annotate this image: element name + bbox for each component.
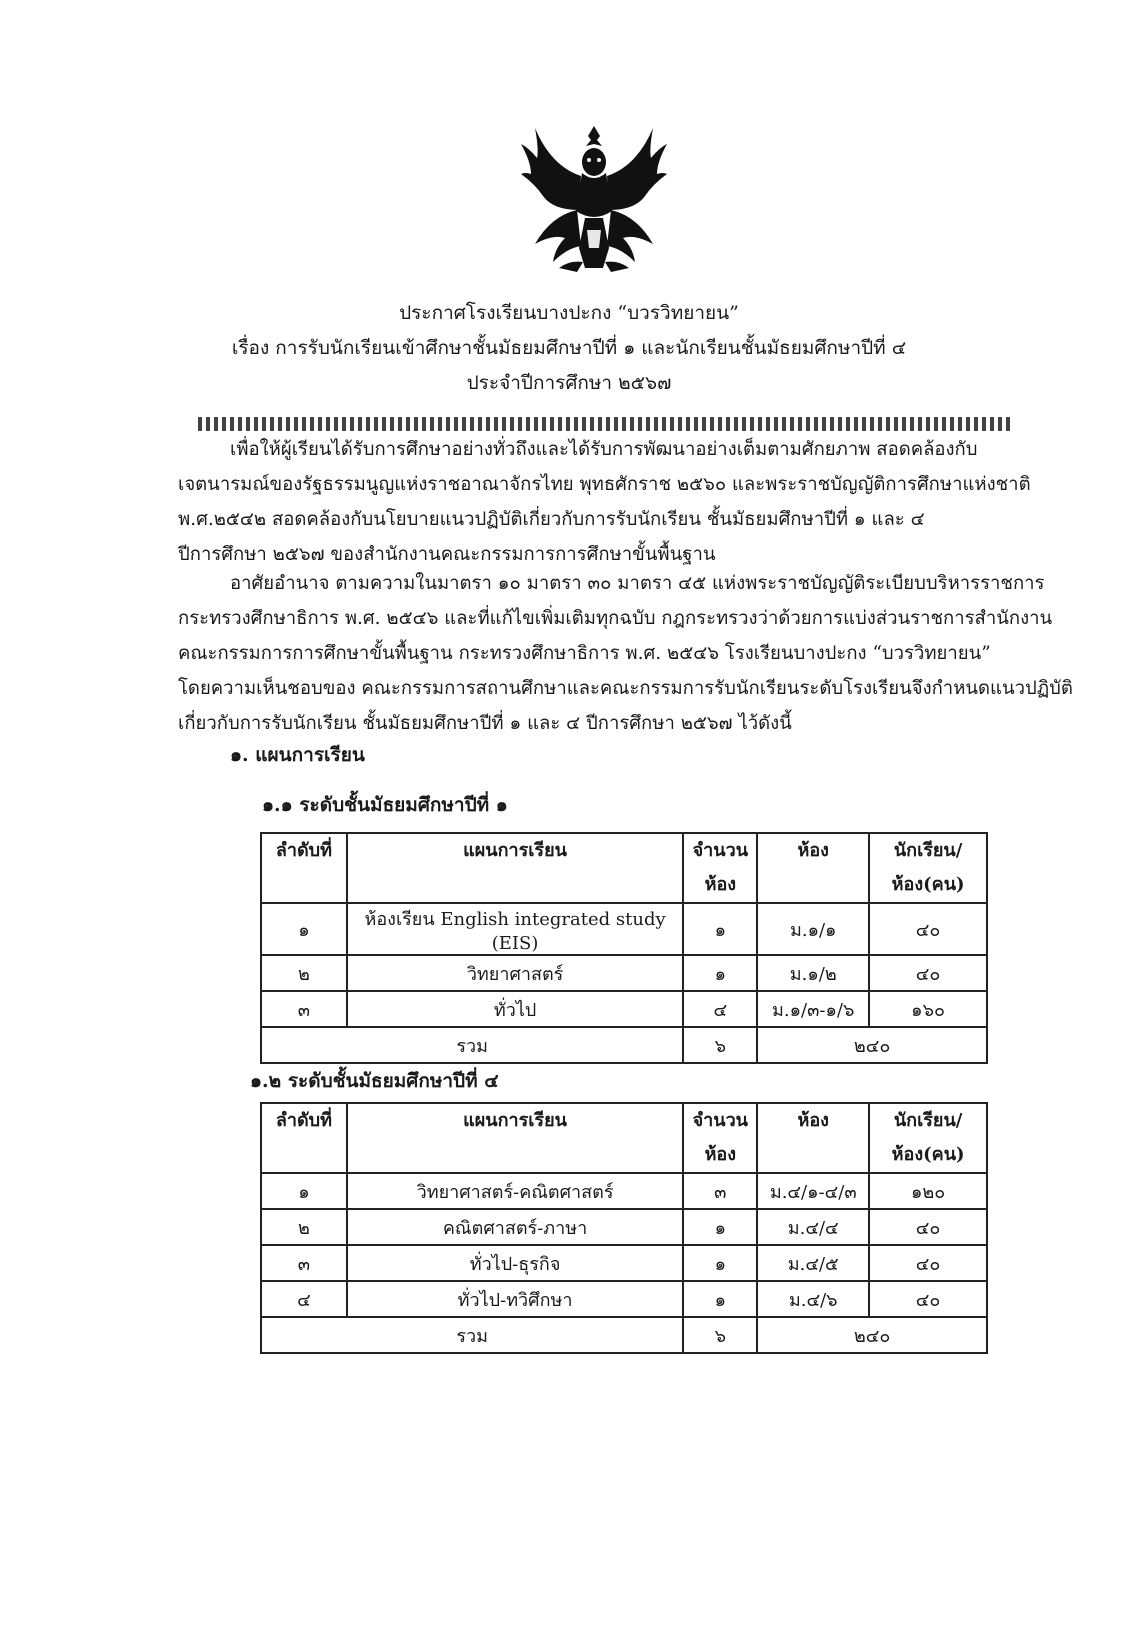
header-plan: แผนการเรียน [347, 833, 684, 903]
total-label: รวม [261, 1027, 683, 1063]
cell-plan: คณิตศาสตร์-ภาษา [347, 1209, 684, 1245]
authority-paragraph [178, 566, 1073, 741]
cell-no: ๒ [261, 1209, 347, 1245]
total-count: ๖ [683, 1027, 757, 1063]
cell-room: ม.๔/๑-๔/๓ [757, 1173, 869, 1209]
cell-no: ๑ [261, 903, 347, 955]
table-row [261, 1209, 987, 1245]
cell-students: ๔๐ [869, 1209, 987, 1245]
cell-plan: ทั่วไป [347, 991, 684, 1027]
cell-no: ๓ [261, 991, 347, 1027]
cell-room: ม.๑/๑ [757, 903, 869, 955]
cell-count: ๑ [683, 955, 757, 991]
authority-line: คณะกรรมการการศึกษาขั้นพื้นฐาน กระทรวงศึกษาธิการ พ.ศ. ๒๕๔๖ โรงเรียนบางปะกง “บวรวิทยายน” [178, 643, 991, 664]
cell-count: ๓ [683, 1173, 757, 1209]
section-heading: ๑. แผนการเรียน [230, 744, 365, 766]
cell-plan: วิทยาศาสตร์-คณิตศาสตร์ [347, 1173, 684, 1209]
cell-plan: วิทยาศาสตร์ [347, 955, 684, 991]
cell-room: ม.๔/๕ [757, 1245, 869, 1281]
authority-line: อาศัยอำนาจ ตามความในมาตรา ๑๐ มาตรา ๓๐ มาตรา ๔๕ แห่งพระราชบัญญัติระเบียบบริหารราชการ [230, 573, 1045, 594]
table-m1 [260, 832, 988, 1064]
header-no: ลำดับที่ [261, 833, 347, 903]
cell-students: ๔๐ [869, 955, 987, 991]
separator-line [198, 417, 1010, 431]
table-header-row [261, 833, 987, 903]
cell-count: ๑ [683, 1281, 757, 1317]
authority-line: โดยความเห็นชอบของ คณะกรรมการสถานศึกษาและคณะกรรมการรับนักเรียนระดับโรงเรียนจึงกำหนดแนวปฏิบัติ [178, 678, 1073, 699]
table-row [261, 955, 987, 991]
header-room: ห้อง [757, 1103, 869, 1173]
table-row [261, 903, 987, 955]
header-students: นักเรียน/ ห้อง(คน) [869, 1103, 987, 1173]
document-subject: เรื่อง การรับนักเรียนเข้าศึกษาชั้นมัธยมศึกษาปีที่ ๑ และนักเรียนชั้นมัธยมศึกษาปีที่ ๔ [231, 337, 907, 359]
table-row [261, 1281, 987, 1317]
cell-count: ๑ [683, 903, 757, 955]
table-total-row [261, 1317, 987, 1353]
cell-room: ม.๑/๓-๑/๖ [757, 991, 869, 1027]
subsection-heading-m1: ๑.๑ ระดับชั้นมัธยมศึกษาปีที่ ๑ [262, 794, 508, 816]
intro-line: เจตนารมณ์ของรัฐธรรมนูญแห่งราชอาณาจักรไทย พุทธศักราช ๒๕๖๐ และพระราชบัญญัติการศึกษาแห่งชาติ [178, 474, 1031, 495]
cell-students: ๑๒๐ [869, 1173, 987, 1209]
table-row [261, 1173, 987, 1209]
table-m4 [260, 1102, 988, 1354]
academic-year: ประจำปีการศึกษา ๒๕๖๗ [466, 372, 672, 394]
cell-no: ๓ [261, 1245, 347, 1281]
garuda-emblem-icon [519, 118, 669, 276]
header-no: ลำดับที่ [261, 1103, 347, 1173]
cell-count: ๑ [683, 1245, 757, 1281]
table-header-row [261, 1103, 987, 1173]
cell-no: ๔ [261, 1281, 347, 1317]
cell-room: ม.๔/๖ [757, 1281, 869, 1317]
header-room-count: จำนวน ห้อง [683, 833, 757, 903]
authority-line: เกี่ยวกับการรับนักเรียน ชั้นมัธยมศึกษาปีที่ ๑ และ ๔ ปีการศึกษา ๒๕๖๗ ไว้ดังนี้ [178, 713, 792, 734]
intro-paragraph [178, 432, 1058, 572]
cell-students: ๑๖๐ [869, 991, 987, 1027]
cell-students: ๔๐ [869, 903, 987, 955]
header-room-count: จำนวน ห้อง [683, 1103, 757, 1173]
cell-no: ๒ [261, 955, 347, 991]
document-title: ประกาศโรงเรียนบางปะกง “บวรวิทยายน” [399, 302, 739, 324]
authority-line: กระทรวงศึกษาธิการ พ.ศ. ๒๕๔๖ และที่แก้ไขเพิ่มเติมทุกฉบับ กฎกระทรวงว่าด้วยการแบ่งส่วนราชการสำนักงาน [178, 608, 1053, 629]
header-plan: แผนการเรียน [347, 1103, 684, 1173]
cell-plan: ห้องเรียน English integrated study (EIS) [347, 903, 684, 955]
cell-room: ม.๑/๒ [757, 955, 869, 991]
total-label: รวม [261, 1317, 683, 1353]
cell-count: ๔ [683, 991, 757, 1027]
total-students: ๒๔๐ [757, 1317, 987, 1353]
total-count: ๖ [683, 1317, 757, 1353]
cell-students: ๔๐ [869, 1281, 987, 1317]
cell-count: ๑ [683, 1209, 757, 1245]
cell-room: ม.๔/๔ [757, 1209, 869, 1245]
table-row [261, 991, 987, 1027]
cell-students: ๔๐ [869, 1245, 987, 1281]
intro-line: พ.ศ.๒๕๔๒ สอดคล้องกับนโยบายแนวปฏิบัติเกี่ยวกับการรับนักเรียน ชั้นมัธยมศึกษาปีที่ ๑ และ ๔ [178, 509, 925, 530]
header-room: ห้อง [757, 833, 869, 903]
intro-line: เพื่อให้ผู้เรียนได้รับการศึกษาอย่างทั่วถึงและได้รับการพัฒนาอย่างเต็มตามศักยภาพ สอดคล้องกับ [230, 439, 978, 460]
header-students: นักเรียน/ ห้อง(คน) [869, 833, 987, 903]
subsection-heading-m4: ๑.๒ ระดับชั้นมัธยมศึกษาปีที่ ๔ [250, 1070, 499, 1092]
cell-plan: ทั่วไป-ทวิศึกษา [347, 1281, 684, 1317]
cell-plan: ทั่วไป-ธุรกิจ [347, 1245, 684, 1281]
total-students: ๒๔๐ [757, 1027, 987, 1063]
table-total-row [261, 1027, 987, 1063]
intro-line: ปีการศึกษา ๒๕๖๗ ของสำนักงานคณะกรรมการการศึกษาขั้นพื้นฐาน [178, 544, 716, 565]
cell-no: ๑ [261, 1173, 347, 1209]
table-row [261, 1245, 987, 1281]
